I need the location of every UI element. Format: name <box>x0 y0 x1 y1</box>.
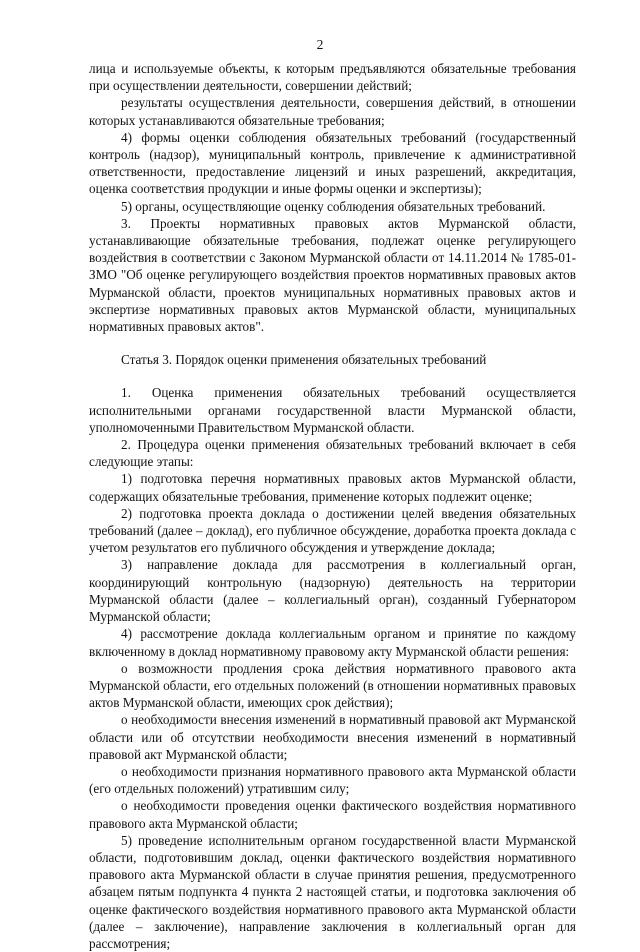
paragraph: о необходимости признания нормативного правового акта Мурманской области (его отдельных положений) утратившим силу; <box>89 763 576 797</box>
paragraph: лица и используемые объекты, к которым предъявляются обязательные требования при осуществлении деятельности, совершении действий; <box>89 61 576 94</box>
paragraph: 4) рассмотрение доклада коллегиальным органом и принятие по каждому включенному в доклад нормативному правовому акту Мурманской области решения: <box>89 626 576 659</box>
paragraph: 5) органы, осуществляющие оценку соблюдения обязательных требований. <box>121 198 546 214</box>
paragraph: о необходимости проведения оценки фактического воздействия нормативного правового акта Мурманской области; <box>89 798 576 831</box>
paragraph: 4) формы оценки соблюдения обязательных требований (государственный контроль (надзор), муниципальный контроль, привлечение к административной ответственности, предоставление лицензий и иных разрешений, аккредитация, оценка соответствия продукции и иные формы оценки и экспертизы); <box>89 129 576 197</box>
paragraph: 3) направление доклада для рассмотрения в коллегиальный орган, координирующий контрольную (надзорную) деятельность на территории Мурманской области (далее – коллегиальный орган), созданный Губернатором Мурманской области; <box>89 557 576 625</box>
paragraph: результаты осуществления деятельности, совершения действий, в отношении которых устанавливаются обязательные требования; <box>89 95 576 128</box>
paragraph: о необходимости внесения изменений в нормативный правовой акт Мурманской области или об отсутствии необходимости внесения изменений в нормативный правовой акт Мурманской области; <box>89 712 576 762</box>
article-title: Статья 3. Порядок оценки применения обязательных требований <box>121 352 487 368</box>
paragraph: 1. Оценка применения обязательных требований осуществляется исполнительными органами государственной власти Мурманской области, уполномоченными Правительством Мурманской области. <box>89 385 576 435</box>
paragraph: о возможности продления срока действия нормативного правового акта Мурманской области, его отдельных положений (в отношении нормативных правовых актов Мурманской области, имеющих срок действия); <box>89 660 576 711</box>
paragraph: 1) подготовка перечня нормативных правовых актов Мурманской области, содержащих обязательные требования, применение которых подлежит оценке; <box>89 471 576 504</box>
paragraph: 2. Процедура оценки применения обязательных требований включает в себя следующие этапы: <box>89 437 576 470</box>
page-number: 2 <box>316 37 324 52</box>
document-body <box>89 60 576 952</box>
paragraph: 5) проведение исполнительным органом государственной власти Мурманской области, подготовившим доклад, оценки фактического воздействия нормативного правового акта Мурманской области в случае принятия решения, предусмотренного абзацем пятым подпункта 4 пункта 2 настоящей статьи, и подготовка заключения об оценке фактического воздействия нормативного правового акта Мурманской области (далее – заключение), направление заключения в коллегиальный орган для рассмотрения; <box>89 832 576 951</box>
paragraph: 3. Проекты нормативных правовых актов Мурманской области, устанавливающие обязательные требования, подлежат оценке регулирующего воздействия в соответствии с Законом Мурманской области от 14.11.2014 № 1785-01-ЗМО "Об оценке регулирующего воздействия проектов нормативных правовых актов Мурманской области, проектов муниципальных нормативных правовых актов и экспертизе нормативных правовых актов Мурманской области, муниципальных нормативных правовых актов". <box>89 215 576 335</box>
paragraph: 2) подготовка проекта доклада о достижении целей введения обязательных требований (далее – доклад), его публичное обсуждение, доработка проекта доклада с учетом результатов его публичного обсуждения и утверждение доклада; <box>89 505 576 556</box>
